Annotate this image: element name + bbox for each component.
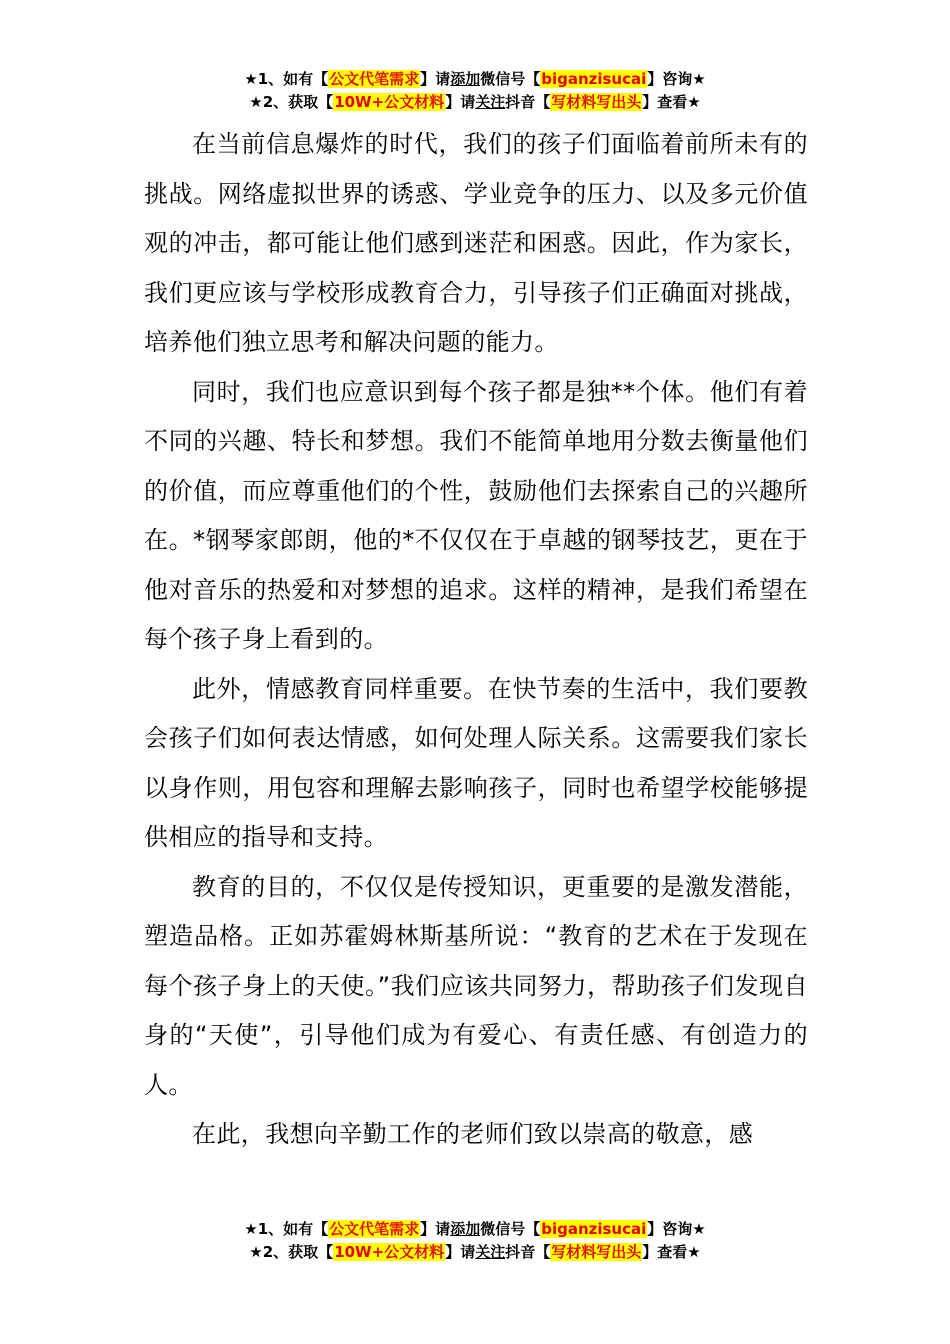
highlight-service: 公文代笔需求	[329, 1220, 420, 1238]
header-banner	[0, 68, 950, 114]
paragraph: 此外，情感教育同样重要。在快节奏的生活中，我们要教会孩子们如何表达情感，如何处理人际关系。这需要我们家长以身作则，用包容和理解去影响孩子，同时也希望学校能够提供相应的指导和支持。	[144, 674, 808, 851]
banner-line-2: ★2、获取【10W+公文材料】请关注抖音【写材料写出头】查看★	[249, 93, 701, 111]
highlight-materials: 10W+公文材料	[334, 1243, 445, 1261]
highlight-materials: 10W+公文材料	[334, 93, 445, 111]
paragraph: 在此，我想向辛勤工作的老师们致以崇高的敬意，感	[192, 1120, 754, 1148]
footer-banner	[0, 1218, 950, 1264]
banner-line-2: ★2、获取【10W+公文材料】请关注抖音【写材料写出头】查看★	[249, 1243, 701, 1261]
banner-line-1: ★1、如有【公文代笔需求】请添加微信号【biganzisucai】咨询★	[244, 1220, 706, 1238]
highlight-wechat-id: biganzisucai	[541, 1220, 647, 1238]
highlight-douyin-account: 写材料写出头	[551, 93, 642, 111]
highlight-service: 公文代笔需求	[329, 70, 420, 88]
banner-line-1: ★1、如有【公文代笔需求】请添加微信号【biganzisucai】咨询★	[244, 70, 706, 88]
highlight-douyin-account: 写材料写出头	[551, 1243, 642, 1261]
highlight-wechat-id: biganzisucai	[541, 70, 647, 88]
paragraph: 教育的目的，不仅仅是传授知识，更重要的是激发潜能，塑造品格。正如苏霍姆林斯基所说：“教育的艺术在于发现在每个孩子身上的天使。”我们应该共同努力，帮助孩子们发现自身的“天使”，引导他们成为有爱心、有责任感、有创造力的人。	[144, 872, 808, 1099]
document-body	[144, 120, 808, 1160]
paragraph: 同时，我们也应意识到每个孩子都是独**个体。他们有着不同的兴趣、特长和梦想。我们不能简单地用分数去衡量他们的价值，而应尊重他们的个性，鼓励他们去探索自己的兴趣所在。*钢琴家郎朗，他的*不仅仅在于卓越的钢琴技艺，更在于他对音乐的热爱和对梦想的追求。这样的精神，是我们希望在每个孩子身上看到的。	[144, 377, 808, 653]
paragraph: 在当前信息爆炸的时代，我们的孩子们面临着前所未有的挑战。网络虚拟世界的诱惑、学业竞争的压力、以及多元价值观的冲击，都可能让他们感到迷茫和困惑。因此，作为家长，我们更应该与学校形成教育合力，引导孩子们正确面对挑战，培养他们独立思考和解决问题的能力。	[144, 130, 808, 356]
